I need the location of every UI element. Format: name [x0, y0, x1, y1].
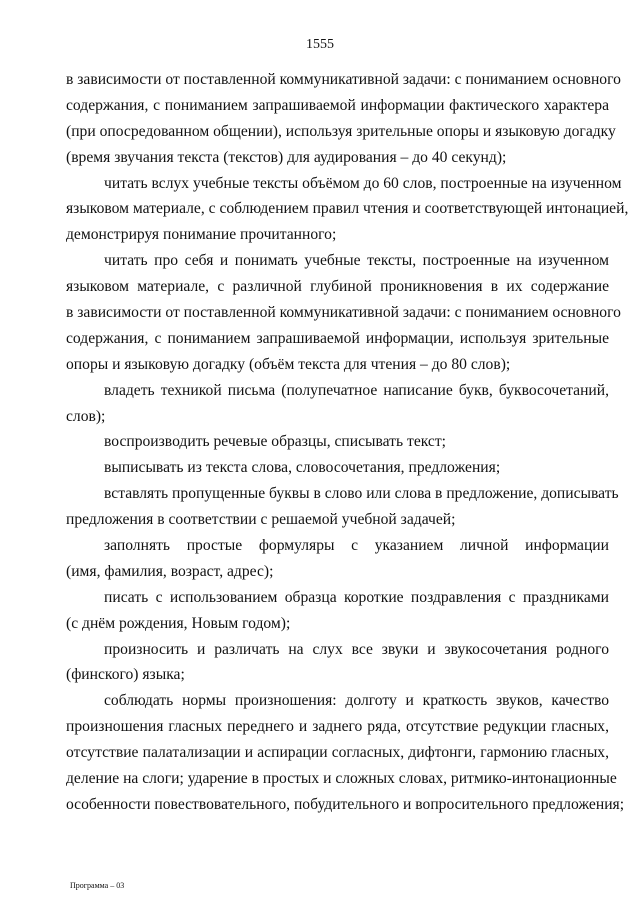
text-line: отсутствие палатализации и аспирации согласных, дифтонги, гармонию гласных, — [66, 744, 609, 762]
text-line: содержания, с пониманием запрашиваемой информации, используя зрительные — [66, 329, 609, 347]
text-line: соблюдать нормы произношения: долготу и краткость звуков, качество — [104, 692, 609, 710]
text-line: (с днём рождения, Новым годом); — [66, 614, 291, 632]
text-line: (время звучания текста (текстов) для аудирования – до 40 секунд); — [66, 148, 507, 166]
text-line: в зависимости от поставленной коммуникативной задачи: с пониманием основного — [66, 71, 621, 88]
footer-program-label: Программа – 03 — [70, 881, 125, 890]
text-line: демонстрируя понимание прочитанного; — [66, 226, 337, 244]
text-line: выписывать из текста слова, словосочетания, предложения; — [104, 459, 501, 477]
document-body — [66, 67, 629, 818]
page-number: 1555 — [306, 37, 334, 52]
text-line: особенности повествовательного, побудительного и вопросительного предложения; — [66, 795, 625, 813]
text-line: читать вслух учебные тексты объёмом до 60 слов, построенные на изученном — [104, 174, 622, 192]
text-line: воспроизводить речевые образцы, списывать текст; — [104, 433, 446, 451]
text-line: писать с использованием образца короткие поздравления с праздниками — [104, 588, 609, 606]
text-line: слов); — [66, 407, 106, 425]
text-line: языковом материале, с различной глубиной проникновения в их содержание — [66, 278, 609, 296]
text-line: в зависимости от поставленной коммуникативной задачи: с пониманием основного — [66, 304, 621, 322]
text-line: языковом материале, с соблюдением правил чтения и соответствующей интонацией, — [66, 200, 629, 218]
text-line: (имя, фамилия, возраст, адрес); — [66, 562, 274, 580]
text-line: читать про себя и понимать учебные тексты, построенные на изученном — [104, 252, 609, 270]
text-line: (при опосредованном общении), используя зрительные опоры и языковую догадку — [66, 122, 616, 140]
text-line: деление на слоги; ударение в простых и сложных словах, ритмико-интонационные — [66, 770, 617, 788]
text-line: произношения гласных переднего и заднего ряда, отсутствие редукции гласных, — [66, 718, 609, 736]
text-line: предложения в соответствии с решаемой учебной задачей; — [66, 511, 456, 529]
text-line: (финского) языка; — [66, 666, 185, 684]
text-line: вставлять пропущенные буквы в слово или слова в предложение, дописывать — [104, 485, 619, 503]
text-line: заполнять простые формуляры с указанием личной информации — [104, 537, 609, 555]
text-line: опоры и языковую догадку (объём текста для чтения – до 80 слов); — [66, 355, 511, 373]
text-line: содержания, с пониманием запрашиваемой информации фактического характера — [66, 96, 609, 114]
text-line: владеть техникой письма (полупечатное написание букв, буквосочетаний, — [104, 381, 609, 399]
text-line: произносить и различать на слух все звуки и звукосочетания родного — [104, 640, 609, 658]
